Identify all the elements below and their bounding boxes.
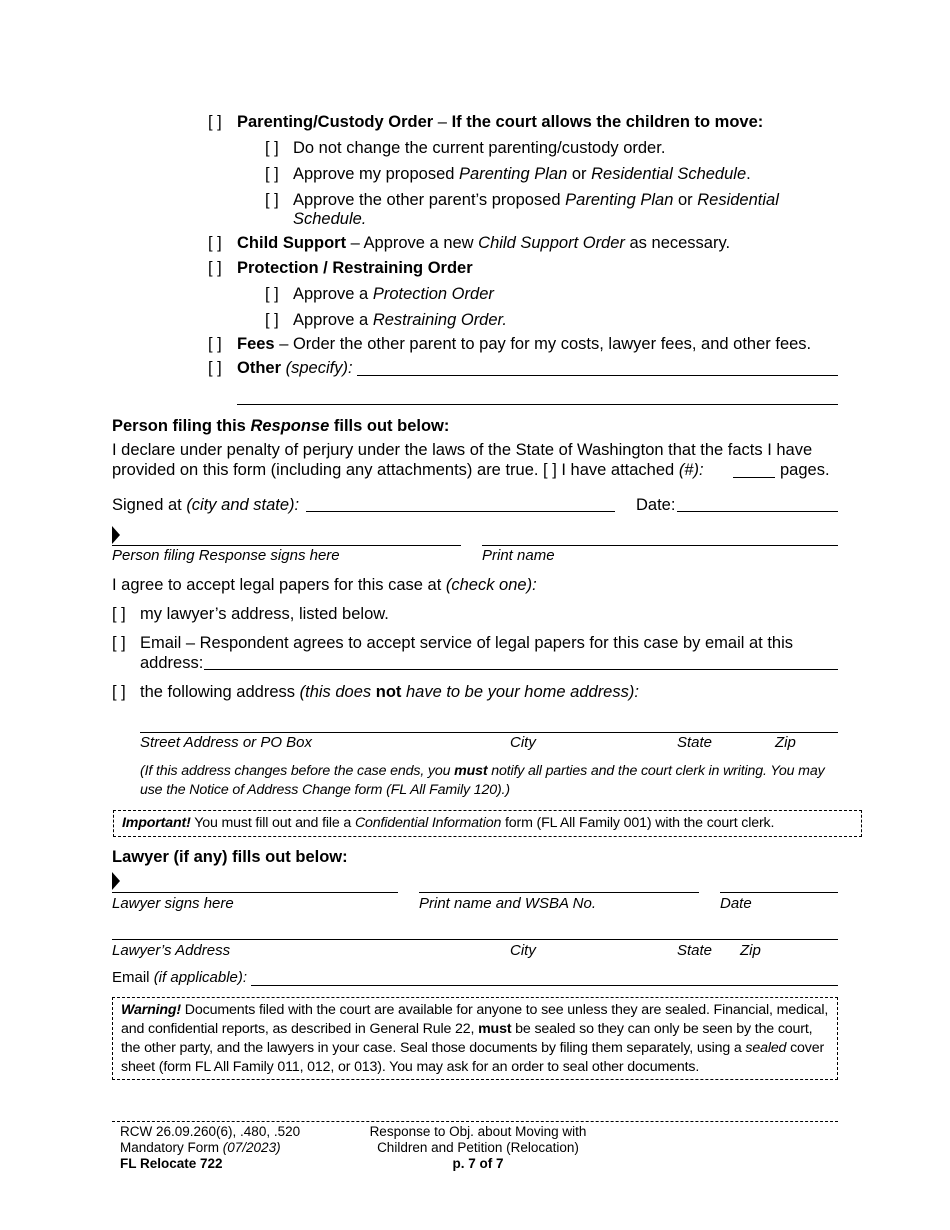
print-name-label: Print name: [482, 547, 555, 564]
footer-rcw: RCW 26.09.260(6), .480, .520: [120, 1124, 301, 1139]
checkbox-child-support[interactable]: [ ]: [208, 234, 222, 252]
email-option-line-1: Email – Respondent agrees to accept service of legal papers for this case by email at this: [140, 634, 794, 652]
lawyer-email-field[interactable]: [251, 985, 838, 986]
declaration-heading: Person filing this Response fills out below:: [112, 417, 450, 435]
warning-line-3: the other party, and the lawyers in your case. Seal those documents by filing them separately, using a sealed cover: [121, 1040, 825, 1056]
option-text: Approve a Protection Order: [293, 285, 494, 303]
signed-at-field[interactable]: [306, 511, 615, 512]
checkbox-protection-order[interactable]: [ ]: [265, 285, 279, 303]
zip-label: Zip: [775, 734, 796, 751]
checkbox-following-address[interactable]: [ ]: [112, 683, 126, 701]
lawyer-address-label: Lawyer’s Address: [112, 942, 231, 959]
lawyer-signature-label: Lawyer signs here: [112, 895, 234, 912]
address-change-note-2: use the Notice of Address Change form (FL All Family 120).): [140, 782, 510, 798]
pages-label: pages.: [780, 461, 830, 479]
footer-title-2: Children and Petition (Relocation): [377, 1140, 579, 1155]
following-address-option: the following address (this does not have to be your home address):: [140, 683, 639, 701]
lawyer-address-option: my lawyer’s address, listed below.: [140, 605, 389, 623]
footer-title-1: Response to Obj. about Moving with: [369, 1124, 587, 1139]
lawyer-email-label: Email (if applicable):: [112, 969, 248, 986]
checkbox-other-plan[interactable]: [ ]: [265, 191, 279, 209]
other-specify-field-2[interactable]: [237, 404, 838, 405]
lawyer-date-field[interactable]: [720, 892, 838, 893]
footer-mandatory: Mandatory Form (07/2023): [120, 1140, 281, 1155]
option-text: Approve the other parent’s proposed Parenting Plan or Residential: [293, 191, 779, 209]
lawyer-city-label: City: [510, 942, 536, 959]
lawyer-address-field[interactable]: [112, 939, 838, 940]
signed-at-label: Signed at (city and state):: [112, 496, 300, 514]
email-option-line-2: address:: [140, 654, 204, 672]
footer-divider: [112, 1121, 838, 1122]
checkbox-parenting[interactable]: [ ]: [208, 113, 222, 131]
warning-line-1: Warning! Documents filed with the court are available for anyone to see unless they are sealed. Financial, medical,: [121, 1002, 829, 1018]
pages-count-field[interactable]: [733, 477, 775, 478]
checkbox-lawyer-address[interactable]: [ ]: [112, 605, 126, 623]
fees-text: Fees – Order the other parent to pay for my costs, lawyer fees, and other fees.: [237, 335, 812, 353]
declaration-line-1: I declare under penalty of perjury under the laws of the State of Washington that the facts I have: [112, 441, 813, 459]
address-change-note-1: (If this address changes before the case ends, you must notify all parties and the court clerk in writing. You may: [140, 763, 825, 779]
checkbox-my-plan[interactable]: [ ]: [265, 165, 279, 183]
checkbox-fees[interactable]: [ ]: [208, 335, 222, 353]
checkbox-protection[interactable]: [ ]: [208, 259, 222, 277]
option-text: Approve a Restraining Order.: [293, 311, 508, 329]
state-label: State: [677, 734, 713, 751]
option-text: Do not change the current parenting/custody order.: [293, 139, 666, 157]
parenting-title: Parenting/Custody Order – If the court allows the children to move:: [237, 113, 764, 131]
signature-label: Person filing Response signs here: [112, 547, 340, 564]
lawyer-sign-here-arrow-icon: [112, 872, 120, 890]
date-label: Date:: [636, 496, 676, 514]
city-label: City: [510, 734, 536, 751]
checkbox-no-change[interactable]: [ ]: [265, 139, 279, 157]
email-address-field[interactable]: [204, 669, 838, 670]
service-intro: I agree to accept legal papers for this case at (check one):: [112, 576, 537, 594]
important-notice: [113, 810, 862, 837]
date-field[interactable]: [677, 511, 838, 512]
warning-line-4: sheet (form FL All Family 011, 012, or 013). You may ask for an order to seal other documents.: [121, 1059, 700, 1075]
footer-form-id: FL Relocate 722: [120, 1156, 223, 1171]
lawyer-signature-field[interactable]: [112, 892, 398, 893]
checkbox-other[interactable]: [ ]: [208, 359, 222, 377]
footer-page-number: p. 7 of 7: [452, 1156, 504, 1171]
street-label: Street Address or PO Box: [140, 734, 313, 751]
lawyer-zip-label: Zip: [740, 942, 761, 959]
protection-title: Protection / Restraining Order: [237, 259, 473, 277]
checkbox-email[interactable]: [ ]: [112, 634, 126, 652]
lawyer-print-name-field[interactable]: [419, 892, 699, 893]
other-specify-field[interactable]: [357, 375, 838, 376]
service-address-field[interactable]: [140, 732, 838, 733]
lawyer-date-label: Date: [720, 895, 752, 912]
signature-field[interactable]: [112, 545, 461, 546]
warning-notice: [112, 997, 838, 1080]
option-text-cont: Schedule.: [293, 210, 367, 228]
lawyer-print-name-label: Print name and WSBA No.: [419, 895, 597, 912]
sign-here-arrow-icon: [112, 526, 120, 544]
lawyer-heading: Lawyer (if any) fills out below:: [112, 848, 348, 866]
warning-line-2: and confidential reports, as described in General Rule 22, must be sealed so they can only be seen by the court,: [121, 1021, 813, 1037]
print-name-field[interactable]: [482, 545, 838, 546]
lawyer-state-label: State: [677, 942, 713, 959]
child-support-text: Child Support – Approve a new Child Support Order as necessary.: [237, 234, 731, 252]
important-text: Important! You must fill out and file a Confidential Information form (FL All Family 001) with the court clerk.: [122, 815, 775, 831]
checkbox-restraining-order[interactable]: [ ]: [265, 311, 279, 329]
declaration-line-2: provided on this form (including any attachments) are true. [ ] I have attached (#):: [112, 461, 704, 479]
option-text: Approve my proposed Parenting Plan or Residential Schedule.: [293, 165, 751, 183]
other-label: Other (specify):: [237, 359, 353, 377]
